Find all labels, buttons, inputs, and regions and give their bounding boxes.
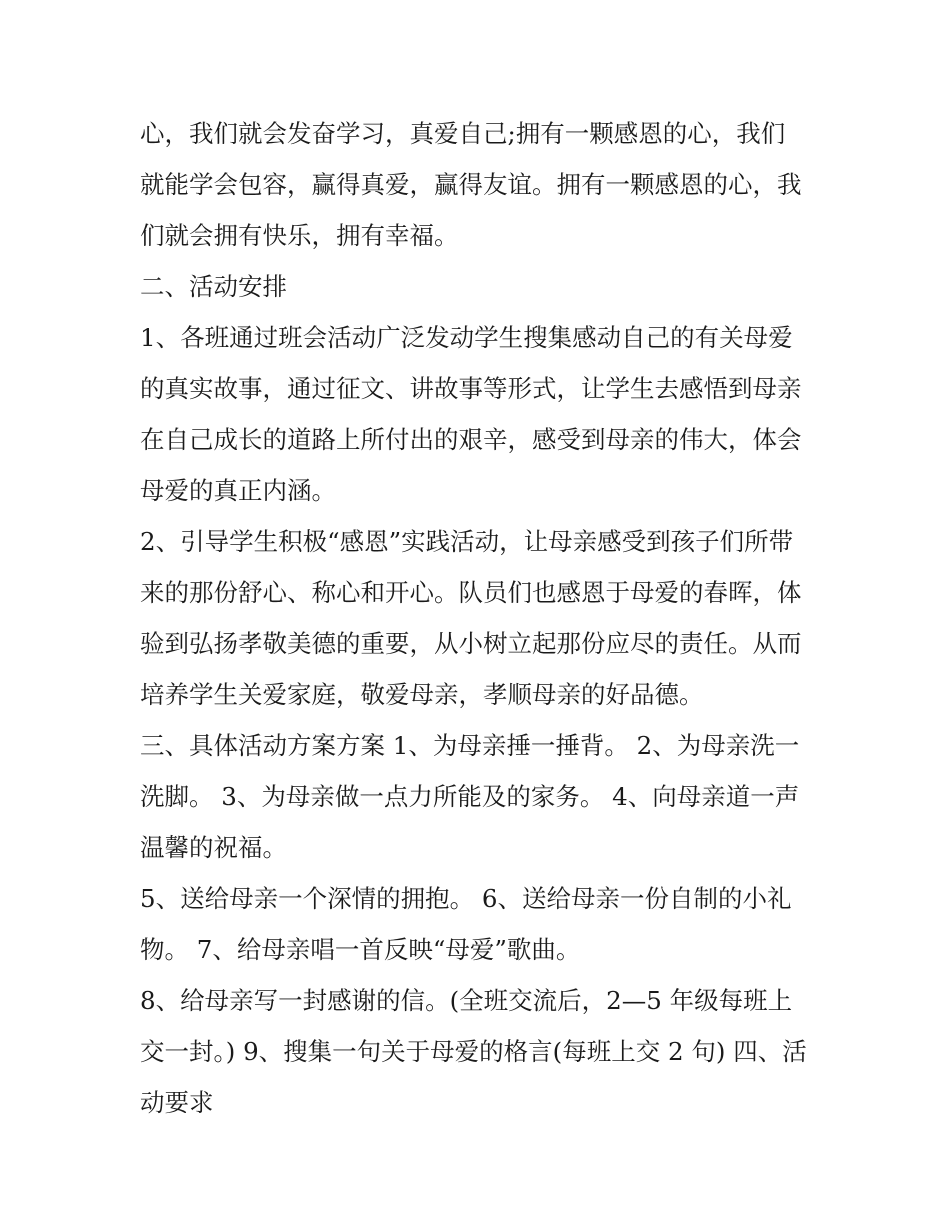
text-line: 动要求: [140, 1088, 214, 1117]
document-body: [140, 108, 820, 1128]
text-line: 8、给母亲写一封感谢的信。(全班交流后，2—5 年级每班上: [140, 986, 793, 1015]
text-line: 物。 7、给母亲唱一首反映“母爱”歌曲。: [140, 935, 581, 964]
text-line: 母爱的真正内涵。: [140, 476, 336, 505]
text-line: 就能学会包容，赢得真爱，赢得友谊。拥有一颗感恩的心，我: [140, 170, 802, 199]
text-line: 温馨的祝福。: [140, 833, 287, 862]
text-line: 1、各班通过班会活动广泛发动学生搜集感动自己的有关母爱: [140, 323, 793, 352]
text-line: 培养学生关爱家庭，敬爱母亲，孝顺母亲的好品德。: [140, 680, 704, 709]
text-line: 们就会拥有快乐，拥有幸福。: [140, 221, 459, 250]
text-line: 的真实故事，通过征文、讲故事等形式，让学生去感悟到母亲: [140, 374, 802, 403]
text-line: 2、引导学生积极“感恩”实践活动，让母亲感受到孩子们所带: [140, 527, 794, 556]
text-line: 来的那份舒心、称心和开心。队员们也感恩于母爱的春晖，体: [140, 578, 802, 607]
section-heading: 二、活动安排: [140, 272, 287, 301]
text-line: 心，我们就会发奋学习，真爱自己;拥有一颗感恩的心，我们: [140, 119, 786, 148]
text-line: 三、具体活动方案方案 1、为母亲捶一捶背。 2、为母亲洗一: [140, 731, 800, 760]
text-line: 洗脚。 3、为母亲做一点力所能及的家务。 4、向母亲道一声: [140, 782, 800, 811]
text-line: 交一封。) 9、搜集一句关于母爱的格言(每班上交 2 句) 四、活: [140, 1037, 807, 1066]
text-line: 在自己成长的道路上所付出的艰辛，感受到母亲的伟大，体会: [140, 425, 802, 454]
text-line: 验到弘扬孝敬美德的重要，从小树立起那份应尽的责任。从而: [140, 629, 802, 658]
text-line: 5、送给母亲一个深情的拥抱。 6、送给母亲一份自制的小礼: [140, 884, 792, 913]
